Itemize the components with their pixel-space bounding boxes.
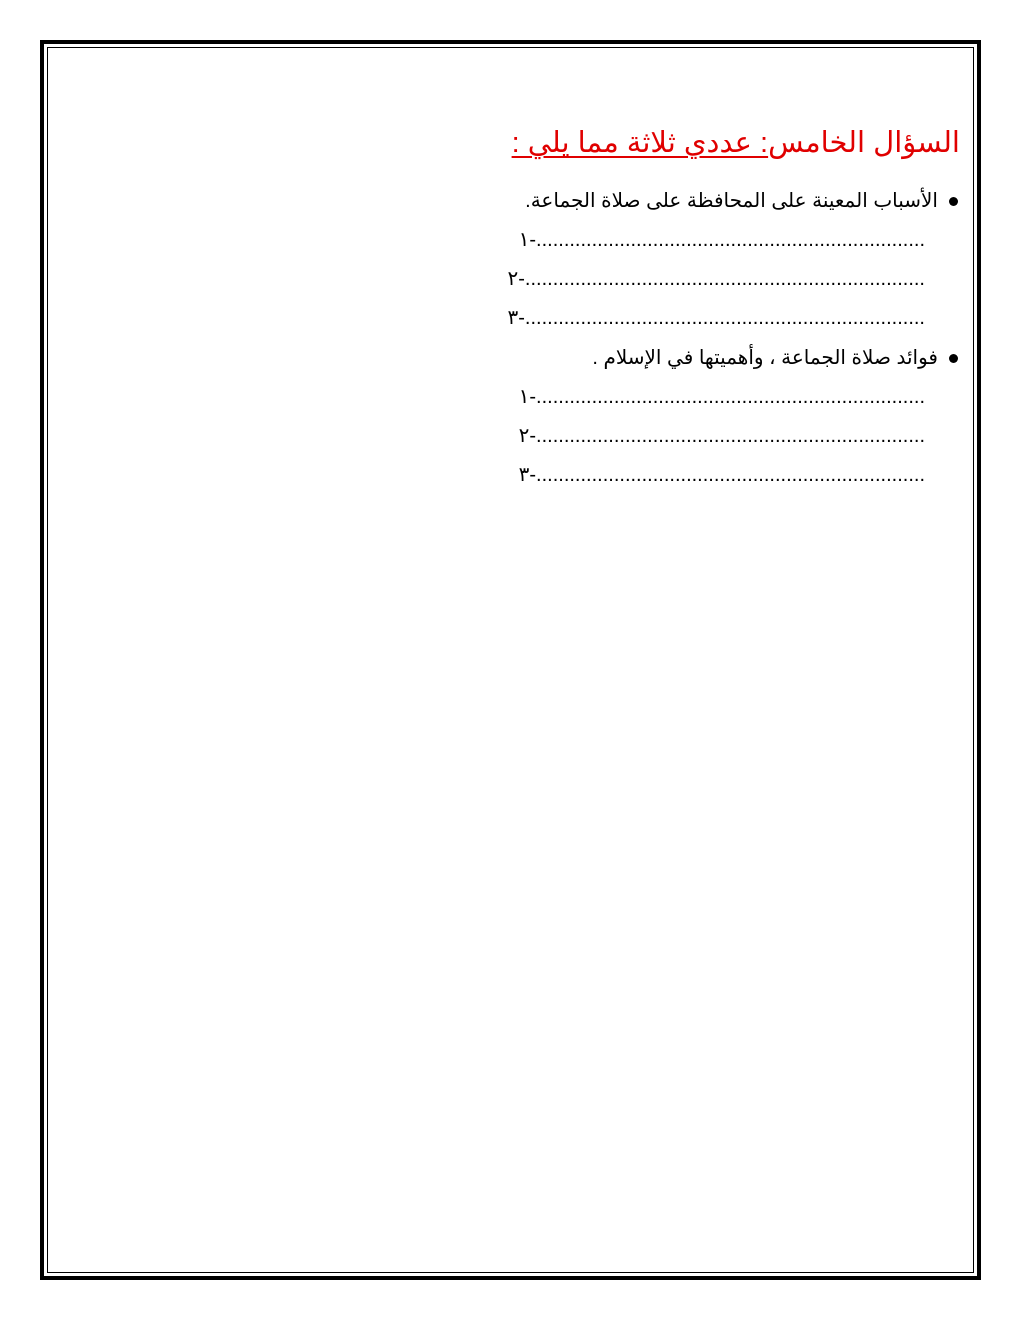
- answer-line-3[interactable]: ٣-........................................................................: [507, 307, 925, 329]
- section-benefits: [60, 338, 960, 495]
- section-reasons: [60, 181, 960, 338]
- bullet-item: [60, 338, 960, 378]
- question-heading: [60, 115, 960, 171]
- answer-line-1[interactable]: ١-......................................................................: [518, 386, 925, 408]
- section-title: فوائد صلاة الجماعة ، وأهميتها في الإسلام .: [592, 347, 938, 369]
- bullet-icon: [949, 354, 958, 363]
- answer-line-2[interactable]: ٢-......................................................................: [518, 425, 925, 447]
- answer-line-3[interactable]: ٣-......................................................................: [518, 464, 925, 486]
- worksheet-content: [60, 115, 960, 495]
- bullet-icon: [949, 197, 958, 206]
- bullet-item: [60, 181, 960, 221]
- question-instruction: : عددي ثلاثة مما يلي :: [511, 127, 769, 159]
- answer-line-1[interactable]: ١-......................................................................: [518, 229, 925, 251]
- question-label: السؤال الخامس: [768, 127, 960, 159]
- answer-line-2[interactable]: ٢-........................................................................: [507, 268, 925, 290]
- section-title: الأسباب المعينة على المحافظة على صلاة الجماعة.: [525, 190, 938, 212]
